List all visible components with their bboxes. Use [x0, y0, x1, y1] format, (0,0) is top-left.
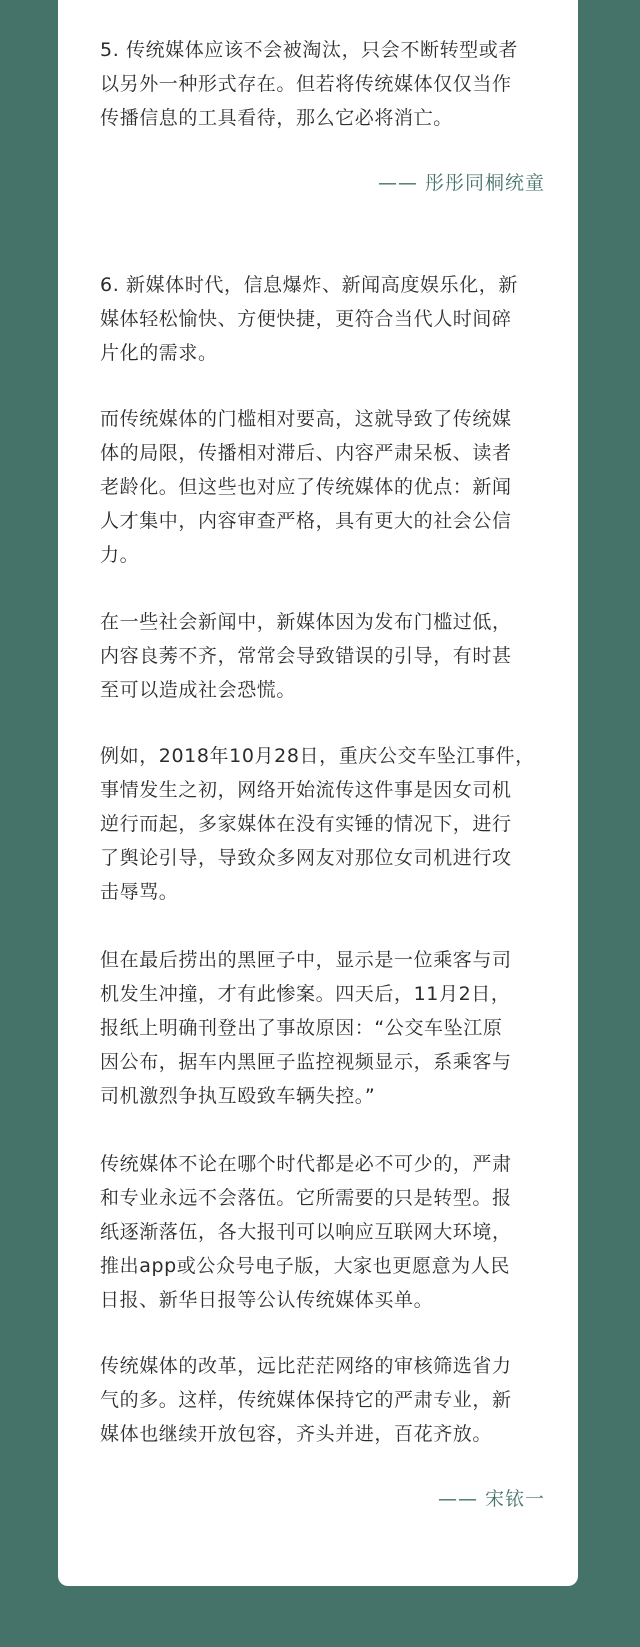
paragraph-6-intro: 6. 新媒体时代，信息爆炸、新闻高度娱乐化，新 媒体轻松愉快、方便快捷，更符合当代人时间碎 片化的需求。 — [100, 274, 518, 364]
signature-section-6: —— 宋铱一 — [437, 1488, 545, 1510]
paragraph-social-news: 在一些社会新闻中，新媒体因为发布门槛过低， 内容良莠不齐，常常会导致错误的引导，有时甚 至可以造成社会恐慌。 — [100, 611, 512, 701]
paragraph-traditional-media-threshold: 而传统媒体的门槛相对要高，这就导致了传统媒 体的局限，传播相对滞后、内容严肃呆板、读者 老龄化。但这些也对应了传统媒体的优点：新闻 人才集中，内容审查严格，具有更大的社会公信 力。 — [100, 408, 512, 566]
signature-section-5: —— 彤彤同桐统童 — [377, 172, 545, 194]
paragraph-black-box: 但在最后捞出的黑匣子中，显示是一位乘客与司 机发生冲撞，才有此惨案。四天后，11月2日， 报纸上明确刊登出了事故原因：“公交车坠江原 因公布，据车内黑匣子监控视频显示，系乘客与 司机激烈争执互殴致车辆失控。” — [100, 949, 512, 1107]
paragraph-5: 5. 传统媒体应该不会被淘汰，只会不断转型或者 以另外一种形式存在。但若将传统媒体仅仅当作 传播信息的工具看待，那么它必将消亡。 — [100, 39, 518, 129]
paragraph-bus-incident: 例如，2018年10月28日，重庆公交车坠江事件， 事情发生之初，网络开始流传这件事是因女司机 逆行而起，多家媒体在没有实锤的情况下，进行 了舆论引导，导致众多网友对那位女司机进行攻 击辱骂。 — [100, 745, 535, 903]
paragraph-transformation: 传统媒体不论在哪个时代都是必不可少的，严肃 和专业永远不会落伍。它所需要的只是转型。报 纸逐渐落伍，各大报刊可以响应互联网大环境， 推出app或公众号电子版，大家也更愿意为人民 日报、新华日报等公认传统媒体买单。 — [100, 1153, 512, 1311]
paragraph-reform: 传统媒体的改革，远比茫茫网络的审核筛选省力 气的多。这样，传统媒体保持它的严肃专业，新 媒体也继续开放包容，齐头并进，百花齐放。 — [100, 1355, 512, 1445]
